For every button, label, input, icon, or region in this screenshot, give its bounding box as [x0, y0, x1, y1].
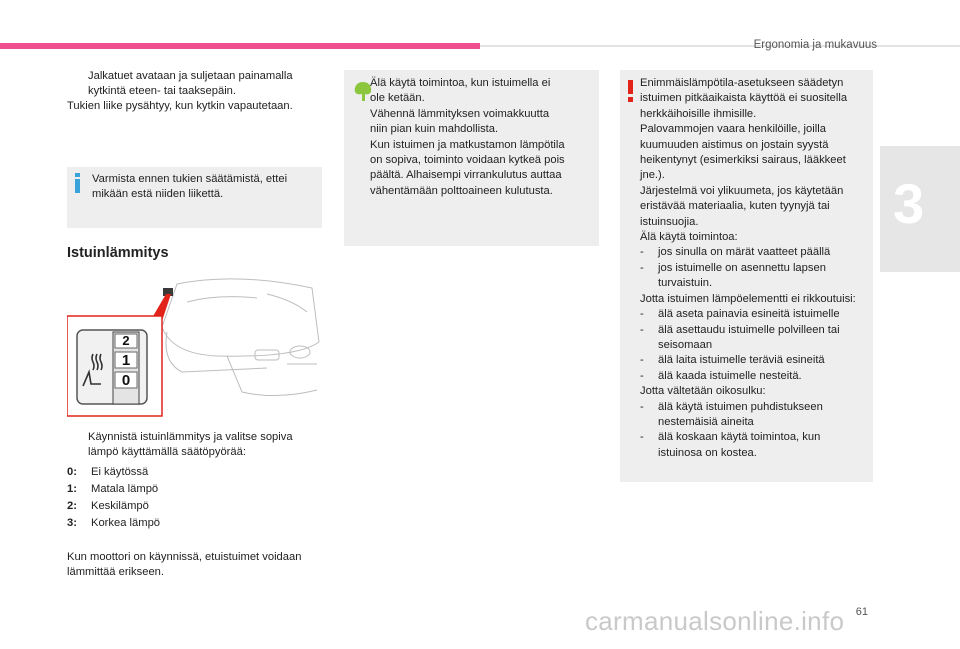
watermark: carmanualsonline.info	[585, 606, 845, 636]
warning-box	[620, 70, 873, 482]
list-item: - älä käytä istuimen puhdistukseen nestemäisiä aineita	[640, 400, 823, 428]
list-item: - älä aseta painavia esineitä istuimelle	[640, 308, 840, 321]
seat-heating-illustration	[67, 272, 322, 418]
paragraph-line: lämmittää erikseen.	[67, 566, 164, 579]
dial-value: 1	[121, 352, 131, 369]
legend-row	[67, 499, 149, 514]
page-header-title: Ergonomia ja mukavuus	[753, 39, 877, 51]
list-item: - jos istuimelle on asennettu lapsen turvaistuin.	[640, 261, 826, 290]
eco-text-line: niin pian kuin mahdollista.	[370, 123, 499, 136]
warning-text-line: Jotta vältetään oikosulku:	[640, 385, 766, 398]
legend-label: Matala lämpö	[91, 483, 159, 495]
header-accent-bar	[0, 43, 480, 49]
warning-text-line: Enimmäislämpötila-asetukseen säädetyn	[640, 77, 844, 89]
legend-row	[67, 465, 148, 480]
legend-key: 0:	[67, 466, 77, 478]
page-number: 61	[855, 606, 868, 618]
warning-text-line: Järjestelmä voi ylikuumeta, jos käytetään	[640, 184, 844, 197]
warning-text-line: istuinsuojia.	[640, 215, 699, 228]
eco-text-line: Vähennä lämmityksen voimakkuutta	[370, 107, 550, 120]
eco-text-line: on sopiva, toiminto voidaan kytkeä pois	[370, 154, 565, 167]
bullet-arrow-icon	[67, 430, 88, 460]
warning-text-line: Älä käytä toimintoa:	[640, 231, 738, 244]
paragraph: Tukien liike pysähtyy, kun kytkin vapautetaan.	[67, 100, 293, 112]
eco-text-line: päältä. Alhaisempi virrankulutus auttaa	[370, 169, 562, 182]
legend-row	[67, 516, 160, 531]
warning-text-line: heikentynyt (esimerkiksi sairaus, lääkkeet	[640, 154, 846, 167]
bullet-text-line: Käynnistä istuinlämmitys ja valitse sopiva	[88, 431, 293, 443]
warning-text-line: herkkäihoisille ihmisille.	[640, 107, 757, 120]
list-item: - älä asettaudu istuimelle polvilleen tai seisomaan	[640, 323, 840, 351]
bullet-item	[67, 430, 293, 460]
info-text-line: mikään estä niiden liikettä.	[92, 188, 224, 201]
bullet-text-line: Jalkatuet avataan ja suljetaan painamalla	[88, 70, 293, 82]
bullet-arrow-icon	[67, 69, 88, 99]
info-text-line: Varmista ennen tukien säätämistä, ettei	[92, 173, 288, 185]
warning-text-line: Palovammojen vaara henkilöille, joilla	[640, 123, 826, 136]
eco-text-line: ole ketään.	[370, 92, 425, 105]
bullet-item	[67, 69, 293, 99]
paragraph	[67, 550, 301, 580]
section-heading: Istuinlämmitys	[67, 245, 169, 261]
paragraph-line: Kun moottori on käynnissä, etuistuimet voidaan	[67, 551, 302, 563]
warning-text-line: istuimen pitkäaikaista käyttöä ei suositella	[640, 92, 848, 105]
eco-box	[344, 70, 599, 246]
warning-text-line: kuumuuden aistimus on jostain syystä	[640, 138, 829, 151]
info-box	[67, 167, 322, 228]
list-item: - älä laita istuimelle teräviä esineitä	[640, 354, 825, 367]
list-item: - jos sinulla on märät vaatteet päällä	[640, 246, 831, 259]
legend-label: Keskilämpö	[91, 500, 149, 512]
eco-text-line: Älä käytä toimintoa, kun istuimella ei	[370, 77, 551, 89]
legend-row	[67, 482, 158, 497]
bullet-text-line: kytkintä eteen- tai taaksepäin.	[88, 85, 237, 98]
info-icon	[74, 173, 82, 193]
bullet-text-line: lämpö käyttämällä säätöpyörää:	[88, 446, 246, 459]
eco-text-line: Kun istuimen ja matkustamon lämpötila	[370, 138, 565, 151]
header-rule	[480, 45, 960, 47]
warning-text-line: Jotta istuimen lämpöelementti ei rikkoutuisi:	[640, 292, 856, 305]
legend-key: 3:	[67, 517, 77, 529]
legend-key: 2:	[67, 500, 77, 512]
warning-exclamation-icon	[627, 80, 635, 102]
legend-label: Korkea lämpö	[91, 517, 161, 529]
legend-key: 1:	[67, 483, 77, 495]
list-item: - älä kaada istuimelle nesteitä.	[640, 369, 802, 382]
legend-label: Ei käytössä	[91, 466, 149, 478]
eco-text-line: vähentämään polttoaineen kulutusta.	[370, 184, 553, 197]
dial-value: 2	[122, 333, 130, 348]
list-item: - älä koskaan käytä toimintoa, kun istuinosa on kostea.	[640, 431, 821, 459]
dial-value: 0	[121, 372, 131, 389]
chapter-number: 3	[893, 172, 925, 235]
warning-text-line: jne.).	[640, 169, 665, 182]
warning-text-line: eristävää materiaalia, kuten tyynyjä tai	[640, 200, 830, 213]
